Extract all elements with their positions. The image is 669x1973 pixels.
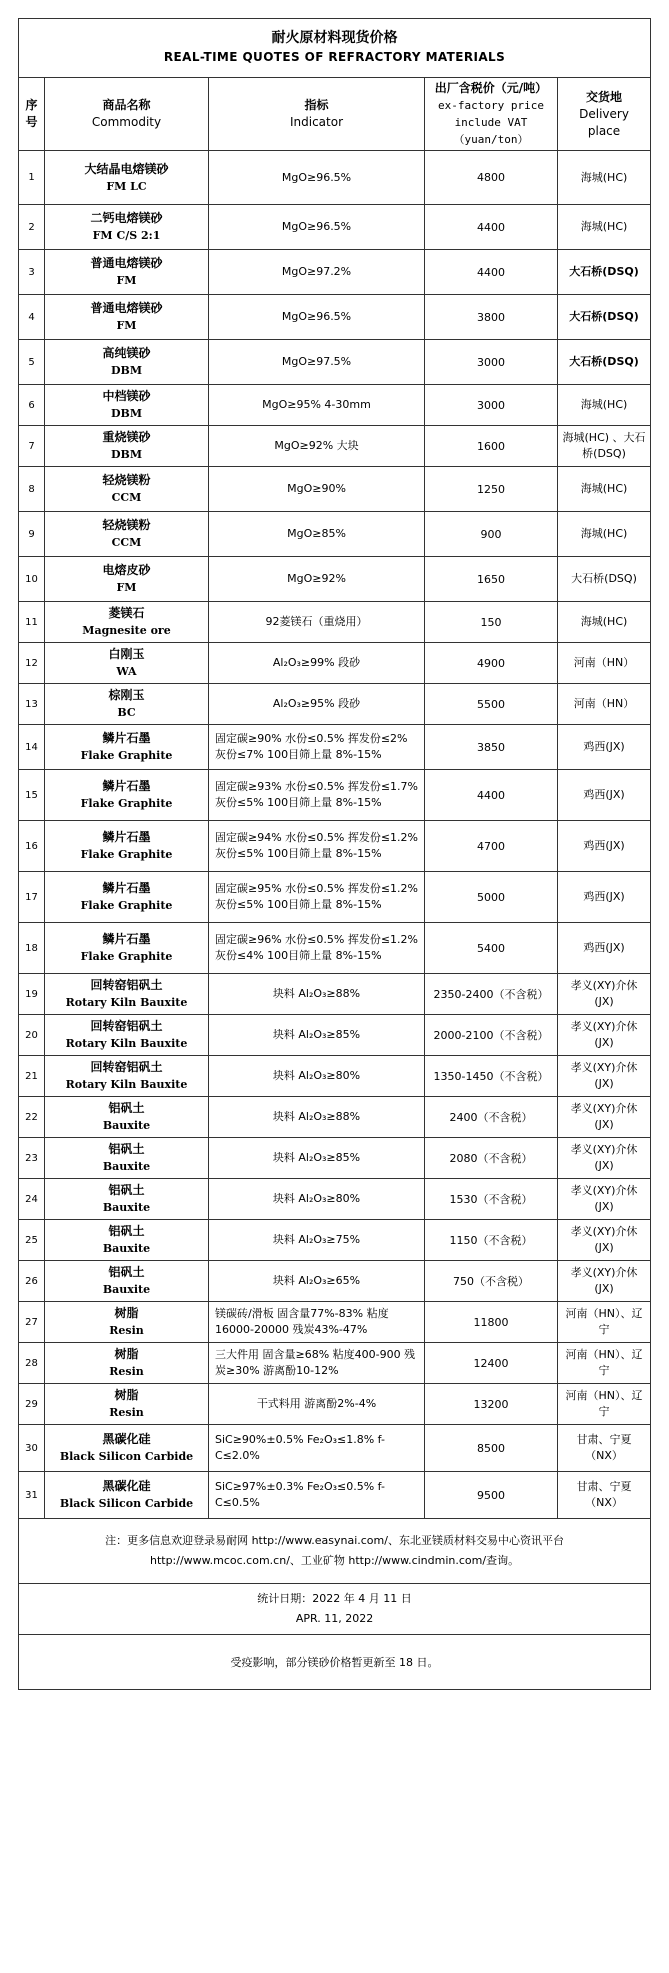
commodity-en: Bauxite [102,1119,151,1132]
delivery-place-cell: 大石桥(DSQ) [558,295,651,340]
commodity-cn: 轻烧镁粉 [102,473,151,487]
row-number: 10 [19,557,45,602]
delivery-place-cell: 大石桥(DSQ) [558,557,651,602]
commodity-en: DBM [110,364,142,377]
indicator-cell: MgO≥96.5% [209,295,425,340]
commodity-cell [45,1472,209,1519]
delivery-place-cell: 海城(HC) [558,602,651,643]
table-row [19,1384,651,1425]
price-cell: 1250 [425,467,558,512]
table-row [19,643,651,684]
row-number: 14 [19,725,45,770]
commodity-en: Magnesite ore [82,624,171,637]
price-cell: 4900 [425,643,558,684]
commodity-en: DBM [110,448,142,461]
indicator-cell: 块料 Al₂O₃≥85% [209,1015,425,1056]
price-sheet [18,18,650,1690]
price-cell: 1150（不含税） [425,1220,558,1261]
indicator-cell: MgO≥90% [209,467,425,512]
delivery-place-cell: 孝义(XY)介休(JX) [558,1097,651,1138]
indicator-cell: 块料 Al₂O₃≥65% [209,1261,425,1302]
indicator-cell: Al₂O₃≥99% 段砂 [209,643,425,684]
indicator-cell: MgO≥95% 4-30mm [209,385,425,426]
price-cell: 2350-2400（不含税） [425,974,558,1015]
price-cell: 1600 [425,426,558,467]
header-indicator-cn: 指标 [304,98,329,112]
commodity-en: Black Silicon Carbide [59,1450,194,1463]
header-indicator [209,78,425,151]
title-cn: 耐火原材料现货价格 [271,30,398,46]
commodity-cn: 中档镁砂 [102,389,151,403]
table-row [19,426,651,467]
table-row [19,1425,651,1472]
commodity-cell [45,1343,209,1384]
delivery-place-cell: 鸡西(JX) [558,725,651,770]
delivery-place-cell: 海城(HC) 、大石桥(DSQ) [558,426,651,467]
indicator-cell: SiC≥90%±0.5% Fe₂O₃≤1.8% f-C≤2.0% [209,1425,425,1472]
indicator-cell: MgO≥96.5% [209,151,425,205]
table-row [19,1343,651,1384]
commodity-cell [45,684,209,725]
table-row [19,1097,651,1138]
commodity-cn: 回转窑铝矾土 [90,1060,163,1074]
delivery-place-cell: 孝义(XY)介休(JX) [558,1056,651,1097]
header-seq-label: 序号 [25,98,38,129]
price-cell: 5400 [425,923,558,974]
row-number: 17 [19,872,45,923]
price-cell: 4400 [425,205,558,250]
delivery-place-cell: 海城(HC) [558,385,651,426]
commodity-en: Flake Graphite [80,950,173,963]
commodity-cn: 树脂 [114,1347,139,1361]
indicator-cell: 三大件用 固含量≥68% 粘度400-900 残炭≥30% 游离酚10-12% [209,1343,425,1384]
commodity-cell [45,1302,209,1343]
table-row [19,295,651,340]
row-number: 27 [19,1302,45,1343]
commodity-cn: 菱镁石 [108,606,145,620]
delivery-place-cell: 大石桥(DSQ) [558,250,651,295]
commodity-cn: 鳞片石墨 [102,932,151,946]
delivery-place-cell: 河南（HN）、辽宁 [558,1343,651,1384]
delivery-place-cell: 鸡西(JX) [558,872,651,923]
table-row [19,770,651,821]
commodity-cn: 白刚玉 [108,647,145,661]
table-row [19,1472,651,1519]
commodity-cell [45,974,209,1015]
commodity-cn: 鳞片石墨 [102,779,151,793]
commodity-cn: 铝矾土 [108,1183,145,1197]
price-cell: 5000 [425,872,558,923]
commodity-cn: 高纯镁砂 [102,346,151,360]
header-commodity-en: Commodity [91,115,162,129]
commodity-cell [45,1261,209,1302]
commodity-cn: 棕刚玉 [108,688,145,702]
commodity-en: Flake Graphite [80,749,173,762]
commodity-cn: 铝矾土 [108,1224,145,1238]
commodity-cn: 回转窑铝矾土 [90,978,163,992]
commodity-en: FM LC [106,179,147,193]
price-cell: 4400 [425,250,558,295]
commodity-cell [45,1220,209,1261]
commodity-cell [45,340,209,385]
commodity-cell [45,1056,209,1097]
price-cell: 1350-1450（不含税） [425,1056,558,1097]
footer-cell [19,1635,651,1690]
price-cell: 750（不含税） [425,1261,558,1302]
table-row [19,250,651,295]
commodity-cell [45,1384,209,1425]
indicator-cell: 固定碳≥94% 水份≤0.5% 挥发份≤1.2% 灰份≤5% 100目筛上量 8%-15% [209,821,425,872]
commodity-cell [45,1138,209,1179]
delivery-place-cell: 河南（HN） [558,643,651,684]
note-line-1: 注：更多信息欢迎登录易耐网 http://www.easynai.com/、东北亚镁质材料交易中心资讯平台 [105,1534,564,1547]
commodity-en: Rotary Kiln Bauxite [65,1078,188,1091]
price-cell: 1530（不含税） [425,1179,558,1220]
indicator-cell: 固定碳≥90% 水份≤0.5% 挥发份≤2% 灰份≤7% 100目筛上量 8%-15% [209,725,425,770]
indicator-cell: 92菱镁石（重烧用） [209,602,425,643]
commodity-en: FM [116,581,137,594]
delivery-place-cell: 孝义(XY)介休(JX) [558,1179,651,1220]
delivery-place-cell: 河南（HN）、辽宁 [558,1302,651,1343]
header-price-cn: 出厂含税价（元/吨） [434,81,548,95]
table-row [19,602,651,643]
delivery-place-cell: 海城(HC) [558,512,651,557]
commodity-en: FM C/S 2:1 [92,229,161,242]
commodity-cell [45,295,209,340]
table-row [19,512,651,557]
row-number: 1 [19,151,45,205]
row-number: 13 [19,684,45,725]
row-number: 19 [19,974,45,1015]
table-row [19,1179,651,1220]
header-place [558,78,651,151]
commodity-en: Flake Graphite [80,797,173,810]
date-en: APR. 11, 2022 [295,1612,374,1625]
table-row [19,1302,651,1343]
commodity-en: BC [117,706,136,719]
commodity-cn: 黑碳化硅 [102,1432,151,1446]
commodity-cn: 黑碳化硅 [102,1479,151,1493]
indicator-cell: 固定碳≥93% 水份≤0.5% 挥发份≤1.7% 灰份≤5% 100目筛上量 8%-15% [209,770,425,821]
row-number: 7 [19,426,45,467]
commodity-en: Bauxite [102,1160,151,1173]
row-number: 16 [19,821,45,872]
table-row [19,1138,651,1179]
commodity-en: Bauxite [102,1201,151,1214]
commodity-en: Resin [109,1365,144,1378]
delivery-place-cell: 甘肃、宁夏（NX） [558,1425,651,1472]
delivery-place-cell: 河南（HN） [558,684,651,725]
row-number: 4 [19,295,45,340]
row-number: 8 [19,467,45,512]
header-commodity [45,78,209,151]
commodity-cell [45,770,209,821]
price-table [18,18,651,1690]
header-price-en1: ex-factory price [438,99,544,112]
table-title [19,19,651,78]
commodity-en: Black Silicon Carbide [59,1497,194,1510]
indicator-cell: 块料 Al₂O₃≥85% [209,1138,425,1179]
table-row [19,557,651,602]
row-number: 6 [19,385,45,426]
row-number: 25 [19,1220,45,1261]
table-row [19,340,651,385]
commodity-en: Rotary Kiln Bauxite [65,996,188,1009]
commodity-cell [45,643,209,684]
commodity-cell [45,385,209,426]
commodity-cn: 轻烧镁粉 [102,518,151,532]
price-cell: 2400（不含税） [425,1097,558,1138]
commodity-cell [45,426,209,467]
indicator-cell: SiC≥97%±0.3% Fe₂O₃≤0.5% f-C≤0.5% [209,1472,425,1519]
indicator-cell: MgO≥92% 大块 [209,426,425,467]
indicator-cell: 块料 Al₂O₃≥80% [209,1056,425,1097]
row-number: 15 [19,770,45,821]
commodity-cn: 普通电熔镁砂 [90,256,163,270]
table-row [19,725,651,770]
commodity-cn: 鳞片石墨 [102,881,151,895]
indicator-cell: MgO≥97.2% [209,250,425,295]
price-cell: 3000 [425,340,558,385]
table-row [19,872,651,923]
commodity-cell [45,923,209,974]
commodity-cell [45,602,209,643]
commodity-cell [45,557,209,602]
commodity-en: CCM [111,536,142,549]
row-number: 3 [19,250,45,295]
row-number: 31 [19,1472,45,1519]
price-cell: 5500 [425,684,558,725]
indicator-cell: MgO≥92% [209,557,425,602]
row-number: 12 [19,643,45,684]
table-row [19,1056,651,1097]
table-row [19,684,651,725]
commodity-en: WA [116,665,137,678]
price-cell: 150 [425,602,558,643]
price-cell: 4400 [425,770,558,821]
indicator-cell: 镁碳砖/滑板 固含量77%-83% 粘度16000-20000 残炭43%-47% [209,1302,425,1343]
indicator-cell: Al₂O₃≥95% 段砂 [209,684,425,725]
header-price-en2: include VAT（yuan/ton） [453,116,529,146]
commodity-cell [45,821,209,872]
commodity-en: Rotary Kiln Bauxite [65,1037,188,1050]
commodity-cn: 树脂 [114,1306,139,1320]
commodity-cn: 电熔皮砂 [102,563,151,577]
indicator-cell: 干式料用 游离酚2%-4% [209,1384,425,1425]
commodity-cell [45,725,209,770]
header-place-en2: place [587,123,621,138]
commodity-cn: 大结晶电熔镁砂 [84,161,169,176]
row-number: 30 [19,1425,45,1472]
delivery-place-cell: 大石桥(DSQ) [558,340,651,385]
price-cell: 3000 [425,385,558,426]
price-cell: 13200 [425,1384,558,1425]
commodity-cn: 铝矾土 [108,1265,145,1279]
commodity-cn: 树脂 [114,1388,139,1402]
commodity-en: Flake Graphite [80,899,173,912]
footer-text: 受疫影响，部分镁砂价格暂更新至 18 日。 [230,1656,439,1669]
delivery-place-cell: 鸡西(JX) [558,923,651,974]
delivery-place-cell: 孝义(XY)介休(JX) [558,1015,651,1056]
price-cell: 12400 [425,1343,558,1384]
commodity-en: DBM [110,407,142,420]
price-cell: 11800 [425,1302,558,1343]
indicator-cell: MgO≥97.5% [209,340,425,385]
commodity-cn: 二钙电熔镁砂 [90,211,163,225]
commodity-cn: 普通电熔镁砂 [90,301,163,315]
indicator-cell: 块料 Al₂O₃≥75% [209,1220,425,1261]
price-cell: 4700 [425,821,558,872]
price-cell: 2080（不含税） [425,1138,558,1179]
commodity-en: FM [116,319,137,332]
table-row [19,205,651,250]
date-cn: 统计日期：2022 年 4 月 11 日 [257,1592,412,1605]
commodity-cell [45,1425,209,1472]
table-row [19,821,651,872]
commodity-cell [45,872,209,923]
header-indicator-en: Indicator [289,115,344,129]
header-commodity-cn: 商品名称 [102,98,151,112]
delivery-place-cell: 海城(HC) [558,151,651,205]
commodity-en: Bauxite [102,1242,151,1255]
price-cell: 3800 [425,295,558,340]
delivery-place-cell: 海城(HC) [558,467,651,512]
commodity-en: Resin [109,1324,144,1337]
row-number: 24 [19,1179,45,1220]
note-cell [19,1519,651,1584]
price-cell: 1650 [425,557,558,602]
delivery-place-cell: 孝义(XY)介休(JX) [558,1261,651,1302]
table-row [19,1220,651,1261]
commodity-cell [45,250,209,295]
table-row [19,1261,651,1302]
delivery-place-cell: 鸡西(JX) [558,770,651,821]
commodity-cell [45,1015,209,1056]
row-number: 26 [19,1261,45,1302]
commodity-en: Resin [109,1406,144,1419]
indicator-cell: MgO≥96.5% [209,205,425,250]
indicator-cell: 块料 Al₂O₃≥88% [209,1097,425,1138]
delivery-place-cell: 孝义(XY)介休(JX) [558,974,651,1015]
header-price [425,78,558,151]
commodity-cell [45,467,209,512]
table-row [19,923,651,974]
price-cell: 4800 [425,151,558,205]
row-number: 5 [19,340,45,385]
price-cell: 3850 [425,725,558,770]
commodity-cell [45,205,209,250]
commodity-cell [45,512,209,557]
indicator-cell: 块料 Al₂O₃≥88% [209,974,425,1015]
commodity-cn: 鳞片石墨 [102,731,151,745]
table-row [19,385,651,426]
row-number: 23 [19,1138,45,1179]
price-cell: 900 [425,512,558,557]
indicator-cell: 块料 Al₂O₃≥80% [209,1179,425,1220]
table-row [19,151,651,205]
title-en: REAL-TIME QUOTES OF REFRACTORY MATERIALS [163,50,506,64]
note-line-2: http://www.mcoc.com.cn/、工业矿物 http://www.cindmin.com/查询。 [149,1554,520,1567]
date-cell [19,1584,651,1635]
commodity-en: FM [116,274,137,287]
row-number: 29 [19,1384,45,1425]
header-place-cn: 交货地 [586,89,623,104]
row-number: 20 [19,1015,45,1056]
commodity-cn: 鳞片石墨 [102,830,151,844]
commodity-en: Flake Graphite [80,848,173,861]
delivery-place-cell: 鸡西(JX) [558,821,651,872]
commodity-cell [45,1179,209,1220]
commodity-en: CCM [111,491,142,504]
table-row [19,974,651,1015]
commodity-en: Bauxite [102,1283,151,1296]
indicator-cell: 固定碳≥95% 水份≤0.5% 挥发份≤1.2% 灰份≤5% 100目筛上量 8%-15% [209,872,425,923]
price-cell: 9500 [425,1472,558,1519]
row-number: 21 [19,1056,45,1097]
delivery-place-cell: 孝义(XY)介休(JX) [558,1220,651,1261]
row-number: 18 [19,923,45,974]
commodity-cn: 回转窑铝矾土 [90,1019,163,1033]
delivery-place-cell: 孝义(XY)介休(JX) [558,1138,651,1179]
commodity-cn: 铝矾土 [108,1101,145,1115]
header-place-en1: Delivery [579,106,629,121]
table-row [19,1015,651,1056]
delivery-place-cell: 河南（HN）、辽宁 [558,1384,651,1425]
row-number: 28 [19,1343,45,1384]
price-cell: 2000-2100（不含税） [425,1015,558,1056]
price-cell: 8500 [425,1425,558,1472]
commodity-cn: 重烧镁砂 [102,430,151,444]
indicator-cell: MgO≥85% [209,512,425,557]
delivery-place-cell: 甘肃、宁夏（NX） [558,1472,651,1519]
row-number: 9 [19,512,45,557]
header-seq [19,78,45,151]
commodity-cn: 铝矾土 [108,1142,145,1156]
indicator-cell: 固定碳≥96% 水份≤0.5% 挥发份≤1.2% 灰份≤4% 100目筛上量 8%-15% [209,923,425,974]
row-number: 11 [19,602,45,643]
row-number: 2 [19,205,45,250]
delivery-place-cell: 海城(HC) [558,205,651,250]
commodity-cell [45,151,209,205]
table-row [19,467,651,512]
commodity-cell [45,1097,209,1138]
row-number: 22 [19,1097,45,1138]
